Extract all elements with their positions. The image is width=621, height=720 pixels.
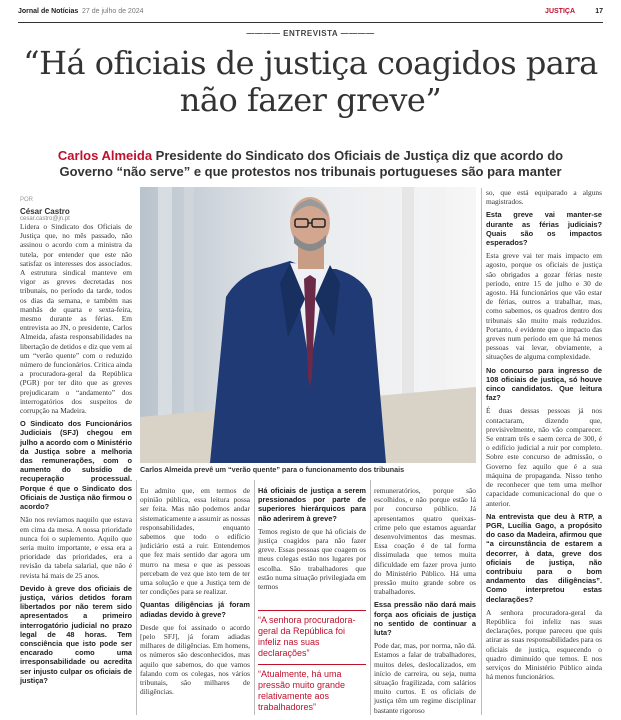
answer-3: Desde que foi assinado o acordo [pelo SFJ], já foram adiadas milhares de diligências. Em homens, os números são desconhecidos, mas aquilo que sabemos, do que vamos falando com os colegas, nos vários tribunais, são milhares de diligências. (140, 622, 250, 697)
byline (20, 188, 70, 222)
pull-quote-2 (258, 664, 366, 713)
answer-6: Esta greve vai ter mais impacto em agosto, porque os oficiais de justiça são obrigados a gozar férias neste período, entre 15 de julho e 30 de agosto. Há funcionários que vão estar de férias, outros a trabalhar, mas, como sabemos, os quadros dentro dos tribunais são muito mais reduzidos. Portanto, é evidente que o impacto das greves num período em que há menos pessoas vai levar, obviamente, a situações de alguma complexidade. (486, 251, 602, 362)
answer-5-continued: so, que está equiparado a alguns magistrados. (486, 188, 602, 207)
byline-email: cesar.castro@jn.pt (20, 216, 70, 222)
pull-quote-1 (258, 610, 366, 659)
portrait-photo (140, 187, 476, 463)
column-2 (140, 486, 250, 700)
question-6: Esta greve vai manter-se durante as férias judiciais? Quais são os impactos esperados? (486, 210, 602, 248)
pull-quote-rule (258, 610, 366, 611)
column-3 (258, 486, 366, 595)
column-divider (136, 480, 137, 715)
pull-quote-1-text: “A senhora procuradora-geral da República foi infeliz nas suas declarações” (258, 615, 356, 658)
photo-caption: Carlos Almeida prevê um “verão quente” para o funcionamento dos tribunais (140, 465, 405, 474)
answer-4: Temos registo de que há oficiais de justiça coagidos para não fazer greve. Essas pessoas que coagem os meus colegas estão nos lugares por escolha. São trabalhadores que estão numa situação privilegiada em termos (258, 526, 366, 592)
byline-author: César Castro (20, 207, 70, 216)
publication-name: Jornal de Notícias (18, 8, 79, 15)
question-5: Essa pressão não dará mais força aos oficiais de justiça no sentido de continuar a luta? (374, 600, 476, 638)
section-label: JUSTIÇA (545, 8, 575, 15)
column-1 (20, 222, 132, 689)
answer-4-continued: remuneratórios, porque são escolhidos, e não porque estão lá por concurso público. Já apresentamos quatro queixas-crime pelo que estamos aguardar desenvolvimentos das mesmas. Essa coação é de tal forma dissimulada que temos muita dificuldade em fazer prova junto do Ministério Público. Há uma pressão muito grande sobre os trabalhadores. (374, 486, 476, 597)
pull-quote-2-text: “Atualmente, há uma pressão muito grande relativamente aos trabalhadores” (258, 669, 346, 712)
answer-5: Pode dar, mas, por norma, não dá. Estamos a falar de trabalhadores, muitos deles, deslocalizados, em início de carreira, ou seja, numa situação fragilizada, com salários muito curtos. E os oficiais de justiça têm um regime disciplinar bastante rigoroso (374, 641, 476, 715)
answer-7: É duas dessas pessoas já nos contactaram, dizendo que, previsivelmente, não vão comparecer. Se entram três e saem cerca de 300, é o edifício judicial a ruir por completo. Sobre este concurso de admissão, o Governo fez aquilo que é a sua máquina de propaganda. Nisso tenho de reconhecer que tem uma melhor capacidade comunicacional do que o anterior. (486, 406, 602, 508)
page-header (18, 6, 603, 20)
question-4: Há oficiais de justiça a serem pressionados por parte de superiores hierárquicos para não aderirem à greve? (258, 486, 366, 523)
question-1: O Sindicato dos Funcionários Judiciais (SFJ) chegou em julho a acordo com o Ministério da Justiça sobre a melhoria das remunerações, com o aumento do subsídio de recuperação processual. Porque é que o Sindicato dos Oficiais de Justiça não firmou o acordo? (20, 419, 132, 512)
answer-1: Não nos revíamos naquilo que estava em cima da mesa. A nossa prioridade nunca foi o suplemento. Aquilo que seria muito importante, e essa era a prioridade das prioridades, era a revisão da tabela salarial, que não é revista há mais de 25 anos. (20, 515, 132, 580)
byline-label: POR (20, 197, 34, 203)
lede-text: Presidente do Sindicato dos Oficiais de Justiça diz que acordo do Governo “não serve” e que protestos nos tribunais portugueses são para manter (59, 148, 564, 179)
question-3: Quantas diligências já foram adiadas devido à greve? (140, 600, 250, 619)
column-divider (481, 188, 482, 715)
publication-date: 27 de julho de 2024 (82, 8, 144, 15)
kicker-text: ENTREVISTA (283, 29, 338, 38)
lede-name: Carlos Almeida (57, 148, 153, 163)
column-5 (486, 188, 602, 685)
question-8: Na entrevista que deu à RTP, a PGR, Lucília Gago, a propósito do caso da Madeira, afirmou que “a circunstância de estarem a decorrer, à data, greve dos oficiais de justiça, não contribuiu para o bom andamento das diligências”. Como interpretou estas declarações? (486, 511, 602, 604)
header-rule (18, 22, 603, 23)
headline: “Há oficiais de justiça coagidos para não fazer greve” (23, 44, 598, 119)
portrait-illustration (140, 187, 476, 463)
page-number: 17 (595, 8, 603, 15)
answer-8: A senhora procuradora-geral da República foi infeliz nas suas declarações, porque pareceu que quis atirar as suas responsabilidades para os oficiais de justiça, esquecendo o quadro diminuído que temos. E nos serviços do Ministério Público ainda há menos funcionários. (486, 607, 602, 682)
answer-2: Eu admito que, em termos de opinião pública, essa leitura possa ser feita. Mas não podemos andar sistematicamente a assumir as nossas responsabilidades, enquanto sabemos que todo o edifício judiciário está a ruir. Entendemos que fez mais sentido dar agora um murro na mesa e que as pessoas percebam de vez que isto tem de ter uma solução e que a Justiça tem de ter condições para se realizar. (140, 486, 251, 597)
column-divider (370, 480, 371, 715)
column-4 (374, 486, 476, 719)
intro-paragraph: Lidera o Sindicato dos Oficiais de Justiça que, no mês passado, não assinou o acordo com a ministra da tutela, por entender que este não satisfaz os interesses dos associados. A estrutura sindical manteve em vigor as greves decretadas nos tribunais, no período da tarde, todos os dias da semana, e também nas manhãs de quarta e sexta-feira, mesmo durante as férias. Em entrevista ao JN, o presidente, Carlos Almeida, afasta responsabilidades na libertação de detidos e diz que vem aí um “verão quente” com o reduzido número de funcionários. Critica ainda a procuradora-geral da República (PGR) por ter dito que as greves prejudicaram o “andamento” dos interrogatórios dos suspeitos de corrupção na Madeira. (20, 222, 132, 416)
column-divider (254, 480, 255, 715)
question-2: Devido à greve dos oficiais de justiça, vários detidos foram libertados por não terem sido apresentados a primeiro interrogatório judicial no prazo legal de 48 horas. Tem consciência que isto pode ser encarado como uma irresponsabilidade ou acredita ser injusto culpar os oficiais de justiça? (20, 583, 132, 685)
kicker: ———— ENTREVISTA ———— (246, 29, 375, 38)
question-7: No concurso para ingresso de 108 oficiais de justiça, só houve cinco candidatos. Que leitura faz? (486, 365, 602, 403)
lede (40, 148, 581, 180)
pull-quote-rule (258, 664, 366, 665)
